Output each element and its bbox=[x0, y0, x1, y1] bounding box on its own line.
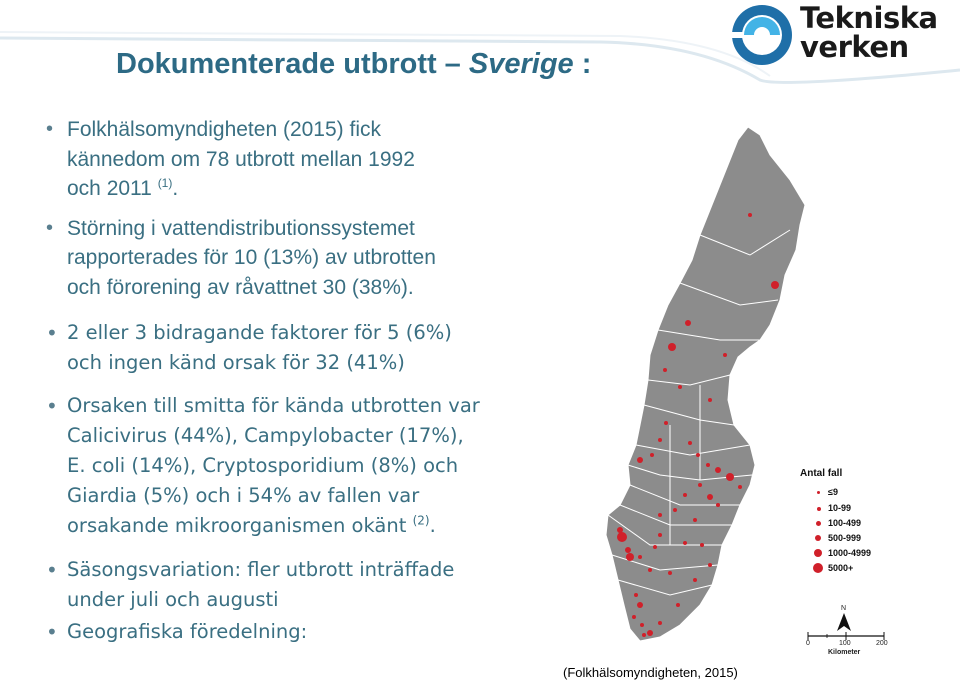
bullet-line: • 2 eller 3 bidragande faktorer för 5 (6%) bbox=[67, 321, 452, 344]
legend-label: 100-499 bbox=[828, 518, 862, 528]
bullet-list bbox=[46, 115, 566, 647]
map-legend bbox=[800, 468, 890, 588]
bullet-text: orsakande mikroorganismen okänt bbox=[67, 514, 413, 537]
bullet-line: • Geografiska föredelning: bbox=[67, 620, 308, 643]
title-emphasis: Sverige bbox=[468, 48, 574, 80]
page-title bbox=[116, 48, 591, 81]
footnote-ref: (1) bbox=[157, 176, 173, 190]
scale-tick: 200 bbox=[876, 640, 888, 647]
bullet-line: • Störning i vattendistributionssystemet bbox=[67, 216, 415, 240]
bullet-line: rapporterades för 10 (13%) av utbrotten bbox=[67, 246, 436, 269]
bullet-line: och ingen känd orsak för 32 (41%) bbox=[67, 351, 405, 374]
legend-dot bbox=[817, 507, 821, 511]
legend-label: ≤9 bbox=[828, 487, 838, 497]
bullet-line: • Folkhälsomyndigheten (2015) fick bbox=[67, 118, 381, 141]
bullet-item bbox=[46, 391, 566, 541]
legend-label: 500-999 bbox=[828, 533, 862, 543]
legend-dot bbox=[813, 563, 823, 573]
scale-bar bbox=[800, 605, 890, 660]
sweden-outbreak-map bbox=[600, 125, 810, 645]
logo-line-2: verken bbox=[800, 30, 909, 64]
bullet-line: under juli och augusti bbox=[67, 588, 279, 611]
bullet-line bbox=[67, 174, 566, 204]
bullet-line: och förorening av råvattnet 30 (38%). bbox=[67, 275, 414, 299]
scale-tick: 0 bbox=[806, 640, 810, 647]
bullet-line: Giardia (5%) och i 54% av fallen var bbox=[67, 484, 420, 507]
bullet-line: kännedom om 78 utbrott mellan 1992 bbox=[67, 147, 415, 171]
sweden-land bbox=[606, 127, 805, 641]
legend-label: 10-99 bbox=[828, 503, 852, 513]
bullet-item bbox=[46, 617, 566, 647]
scale-tick: 100 bbox=[839, 640, 851, 647]
legend-title: Antal fall bbox=[800, 468, 843, 479]
bullet-text: . bbox=[429, 514, 436, 537]
source-citation: (Folkhälsomyndigheten, 2015) bbox=[563, 665, 738, 680]
logo-line-1: Tekniska bbox=[800, 1, 938, 35]
bullet-line: Calicivirus (44%), Campylobacter (17%), bbox=[67, 424, 464, 447]
title-main: Dokumenterade utbrott – bbox=[116, 48, 469, 80]
legend-dot bbox=[817, 491, 820, 494]
scale-unit: Kilometer bbox=[828, 649, 861, 656]
bullet-item bbox=[46, 214, 566, 303]
bullet-text: och 2011 bbox=[67, 177, 158, 200]
bullet-item bbox=[46, 555, 566, 615]
scale-ruler bbox=[806, 632, 886, 640]
north-arrow-icon bbox=[836, 613, 852, 631]
title-suffix: : bbox=[573, 48, 592, 80]
footnote-ref: (2) bbox=[412, 513, 430, 528]
legend-dot bbox=[816, 521, 821, 526]
legend-label: 1000-4999 bbox=[828, 548, 872, 558]
bullet-line: • Orsaken till smitta för kända utbrotten var bbox=[67, 394, 480, 417]
bullet-line: E. coli (14%), Cryptosporidium (8%) och bbox=[67, 454, 459, 477]
bullet-item bbox=[46, 115, 566, 204]
legend-dot bbox=[814, 549, 822, 557]
north-label: N bbox=[841, 605, 847, 612]
bullet-line bbox=[67, 511, 566, 541]
legend-label: 5000+ bbox=[828, 563, 854, 573]
bullet-text: . bbox=[172, 177, 179, 200]
legend-dot bbox=[815, 535, 821, 541]
bullet-line: • Säsongsvariation: fler utbrott inträffade bbox=[67, 558, 455, 581]
bullet-item bbox=[46, 318, 566, 378]
logo-wordmark bbox=[800, 1, 960, 64]
